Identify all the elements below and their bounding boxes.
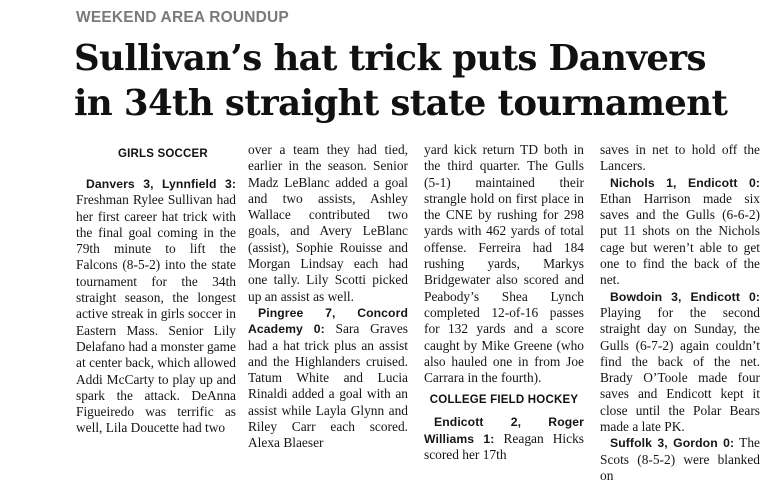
column-4 (600, 142, 760, 484)
paragraph-text: Ethan Harrison made six saves and the Gulls (6-6-2) put 11 shots on the Nichols cage but weren’t able to get one to find the back of the net. (600, 190, 760, 288)
paragraph-text: The Scots (8-5-2) were blanked on (600, 435, 760, 483)
column-2 (248, 142, 408, 452)
paragraph-text: Freshman Rylee Sullivan had her first career hat trick with the final goal coming in the 79th minute to lift the Falcons (8-5-2) into the state tournament for the 34th straight season, the longest active streak in girls soccer in Eastern Mass. Senior Lily Delafano had a monster game at center back, which allowed Addi McCarty to play up and spark the attack. DeAnna Figueiredo was terrific as well, Lila Doucette had two (76, 192, 236, 436)
paragraph-text: Playing for the second straight day on Sunday, the Gulls (6-7-2) again couldn’t find the back of the net. Brady O’Toole made four saves and Endicott kept it close until the Polar Bears made a late PK. (600, 304, 760, 435)
headline (74, 36, 764, 126)
game-result-lead: Nichols 1, Endicott 0: (610, 175, 760, 190)
game-result-lead: Bowdoin 3, Endicott 0: (610, 289, 760, 304)
column-1 (76, 142, 236, 437)
headline-line-1: Sullivan’s hat trick puts Danvers (74, 38, 706, 79)
paragraph (600, 435, 760, 484)
section-head-college-field-hockey: COLLEGE FIELD HOCKEY (429, 394, 579, 407)
article-columns (76, 142, 766, 483)
paragraph-text: Reagan Hicks scored her 17th (424, 430, 584, 463)
game-result-lead: Danvers 3, Lynnfield 3: (86, 177, 236, 191)
headline-line-2: in 34th straight state tournament (74, 83, 728, 124)
paragraph (600, 289, 760, 436)
paragraph-text: Sara Graves had a hat trick plus an assist and the Highlanders cruised. Tatum White and Lucia Rinaldi added a goal with an assist while Layla Glynn and Riley Carr each scored. Alexa Blaeser (248, 321, 408, 451)
paragraph (600, 175, 760, 289)
paragraph: over a team they had tied, earlier in the season. Senior Madz LeBlanc added a goal and two assists, Ashley Wallace contributed two goals, and Avery LeBlanc (assist), Sophie Rouisse and Morgan Lindsay each had one tally. Lily Scotti picked up an assist as well. (248, 142, 408, 304)
game-result-lead: Endicott 2, Roger Williams 1: (424, 415, 584, 446)
paragraph (76, 176, 236, 437)
section-head-girls-soccer: GIRLS SOCCER (118, 148, 208, 160)
game-result-lead: Suffolk 3, Gordon 0: (610, 436, 735, 451)
game-result-lead: Pingree 7, Concord Academy 0: (248, 305, 408, 337)
column-3 (424, 142, 584, 463)
paragraph (248, 305, 408, 452)
paragraph: saves in net to hold off the Lancers. (600, 142, 760, 174)
paragraph (424, 414, 584, 463)
paragraph: yard kick return TD both in the third quarter. The Gulls (5-1) maintained their strangle hold on first place in the CNE by rushing for 298 yards with 462 yards of total offense. Ferreira had 184 rushing yards, Markys Bridgewater also scored and Peabody’s Shea Lynch completed 12-of-16 passes for 132 yards and a score caught by Mike Greene (who also hauled one in from Joe Carrara in the fourth). (424, 142, 584, 386)
section-kicker: WEEKEND AREA ROUNDUP (76, 9, 289, 26)
